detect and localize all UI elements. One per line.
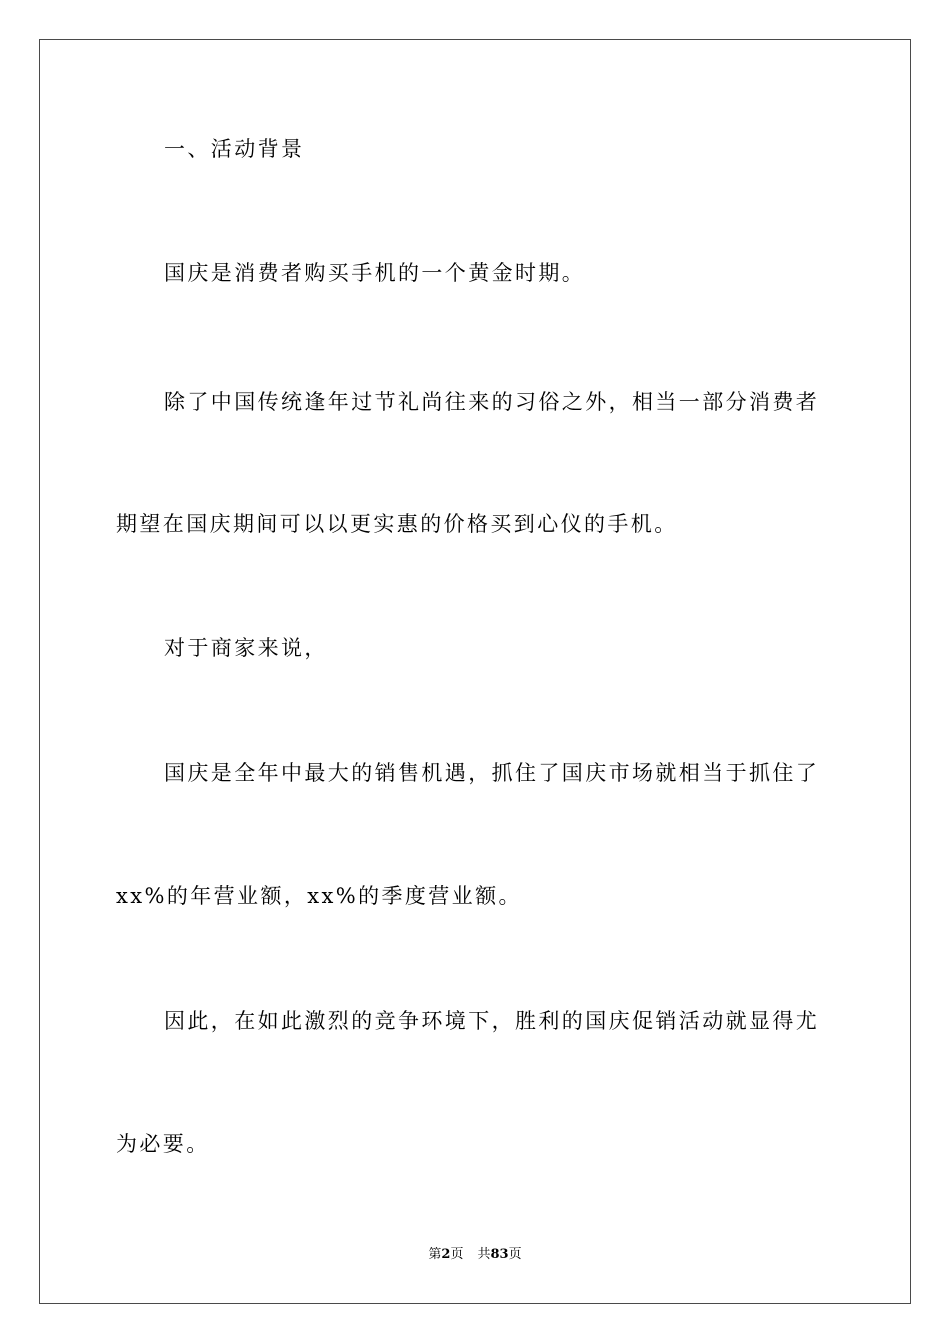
paragraph-line-1: 国庆是消费者购买手机的一个黄金时期。 (164, 261, 586, 285)
footer-page-number: 2 (441, 1247, 451, 1262)
paragraph-line-7: 因此，在如此激烈的竞争环境下，胜利的国庆促销活动就显得尤 (164, 1009, 820, 1033)
paragraph-line-8: 为必要。 (116, 1132, 210, 1156)
footer-total-suffix: 页 (508, 1247, 522, 1262)
footer-page-suffix: 页 (450, 1247, 464, 1262)
page-border (39, 39, 911, 1304)
section-heading: 一、活动背景 (164, 137, 305, 161)
footer-total-prefix: 共 (477, 1247, 491, 1262)
paragraph-line-2: 除了中国传统逢年过节礼尚往来的习俗之外，相当一部分消费者 (164, 390, 820, 414)
paragraph-line-6: xx%的年营业额，xx%的季度营业额。 (116, 884, 522, 908)
page-footer (0, 1246, 950, 1264)
paragraph-line-4: 对于商家来说， (164, 636, 328, 660)
footer-prefix: 第 (428, 1247, 442, 1262)
footer-total-pages: 83 (490, 1247, 509, 1262)
paragraph-line-3: 期望在国庆期间可以以更实惠的价格买到心仪的手机。 (116, 512, 678, 536)
paragraph-line-5: 国庆是全年中最大的销售机遇，抓住了国庆市场就相当于抓住了 (164, 761, 820, 785)
